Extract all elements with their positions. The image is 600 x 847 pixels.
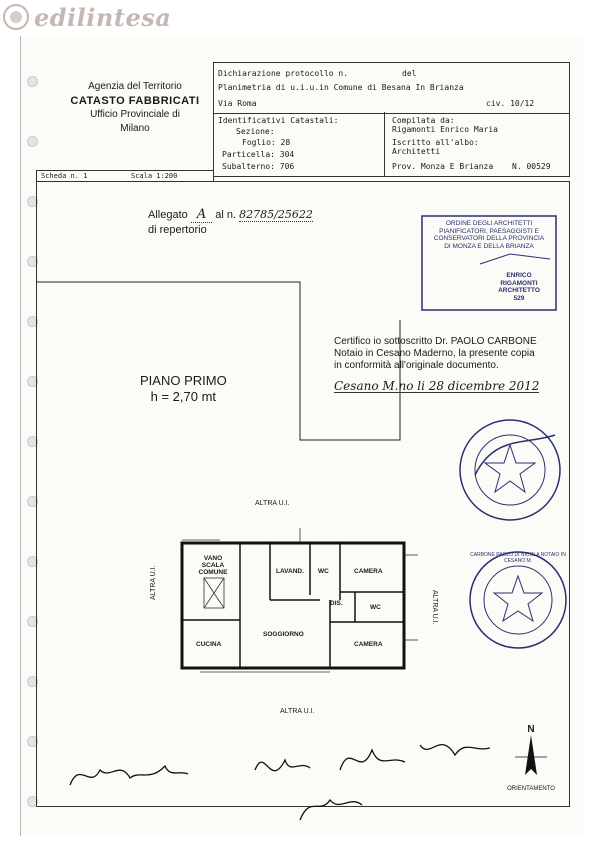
stamp-line3: CONSERVATORI DELLA PROVINCIA — [433, 235, 545, 242]
compilata-label: Compilata da: — [392, 116, 455, 125]
stamp-line4: DI MONZA E DELLA BRIANZA — [444, 242, 534, 250]
allegato-label: Allegato — [148, 209, 188, 221]
room-camera-1: CAMERA — [354, 568, 383, 575]
dichiarazione-label: Dichiarazione protocollo n. — [218, 69, 349, 78]
seal-text: CARBONE PAOLO DI NICOLA NOTAIO IN CESANO M. — [470, 552, 566, 564]
room-wc-1: WC — [318, 568, 329, 575]
identificativi-label: Identificativi Catastali: — [218, 116, 339, 125]
altra-ui-top: ALTRA U.I. — [255, 500, 290, 507]
civ-text: civ. 10/12 — [486, 99, 535, 108]
numero-value: N. 00529 — [512, 162, 551, 171]
room-wc-2: WC — [370, 604, 381, 611]
planimetria-text: Planimetria di u.i.u.in Comune di Besana In Brianza — [218, 83, 464, 92]
stamp-line1: ORDINE DEGLI ARCHITETTI — [445, 220, 533, 227]
particella-value: Particella: 304 — [222, 150, 295, 159]
foglio-value: Foglio: 28 — [242, 138, 291, 147]
agency-line3: Ufficio Provinciale di — [90, 109, 180, 120]
allegato-letter: A — [191, 207, 212, 223]
room-cucina: CUCINA — [196, 641, 222, 648]
piano-height: h = 2,70 mt — [150, 389, 217, 404]
orientamento-label: ORIENTAMENTO — [507, 786, 555, 792]
cert-line1: Certifico io sottoscritto Dr. PAOLO CARBONE — [334, 336, 537, 347]
agency-line1: Agenzia del Territorio — [88, 81, 182, 92]
vano-scala-line2: COMUNE — [198, 569, 228, 576]
north-arrow-icon — [511, 735, 551, 781]
room-camera-2: CAMERA — [354, 641, 383, 648]
compilatore-name: Rigamonti Enrico Maria — [392, 125, 498, 134]
sezione-label: Sezione: — [236, 127, 275, 136]
agency-line2: CATASTO FABBRICATI — [70, 95, 200, 107]
piano-title: PIANO PRIMO — [140, 373, 227, 388]
room-dis: DIS. — [330, 600, 343, 607]
north-arrow — [496, 724, 566, 792]
al-n-label: al n. — [215, 209, 237, 221]
north-letter: N — [527, 724, 535, 735]
watermark-text: edilintesa — [34, 2, 172, 32]
stamp-name2: RIGAMONTI — [500, 279, 538, 287]
agency-line4: Milano — [120, 123, 150, 134]
altra-ui-bottom: ALTRA U.I. — [280, 708, 315, 715]
altra-ui-left: ALTRA U.I. — [150, 565, 157, 600]
albo-value: Architetti — [392, 147, 441, 156]
cert-line3: in conformità all'originale documento. — [334, 360, 499, 371]
stamp-num: 529 — [513, 294, 525, 302]
stamp-title: ARCHITETTO — [498, 287, 540, 294]
cert-handwritten: Cesano M.no li 28 dicembre 2012 — [334, 379, 540, 393]
room-lavand: LAVAND. — [276, 568, 304, 575]
cert-line2: Notaio in Cesano Maderno, la presente copia — [334, 348, 535, 359]
scheda-label: Scheda n. 1 — [41, 172, 88, 180]
repertorio-label: di repertorio — [148, 224, 207, 236]
scala-label: Scala 1:200 — [131, 172, 178, 180]
provincia-value: Prov. Monza E Brianza — [392, 162, 494, 171]
allegato-number: 82785/25622 — [239, 208, 313, 221]
iscritto-label: Iscritto all'albo: — [392, 138, 479, 147]
stamp-line2: PIANIFICATORI, PAESAGGISTI E — [439, 227, 539, 235]
del-label: del — [402, 69, 417, 78]
vano-scala-line1: VANO SCALA — [201, 555, 225, 569]
via-text: Via Roma — [218, 99, 257, 108]
room-soggiorno: SOGGIORNO — [263, 631, 304, 638]
stamp-name1: ENRICO — [506, 272, 532, 279]
subalterno-value: Subalterno: 706 — [222, 162, 295, 171]
altra-ui-right: ALTRA U.I. — [431, 590, 438, 625]
